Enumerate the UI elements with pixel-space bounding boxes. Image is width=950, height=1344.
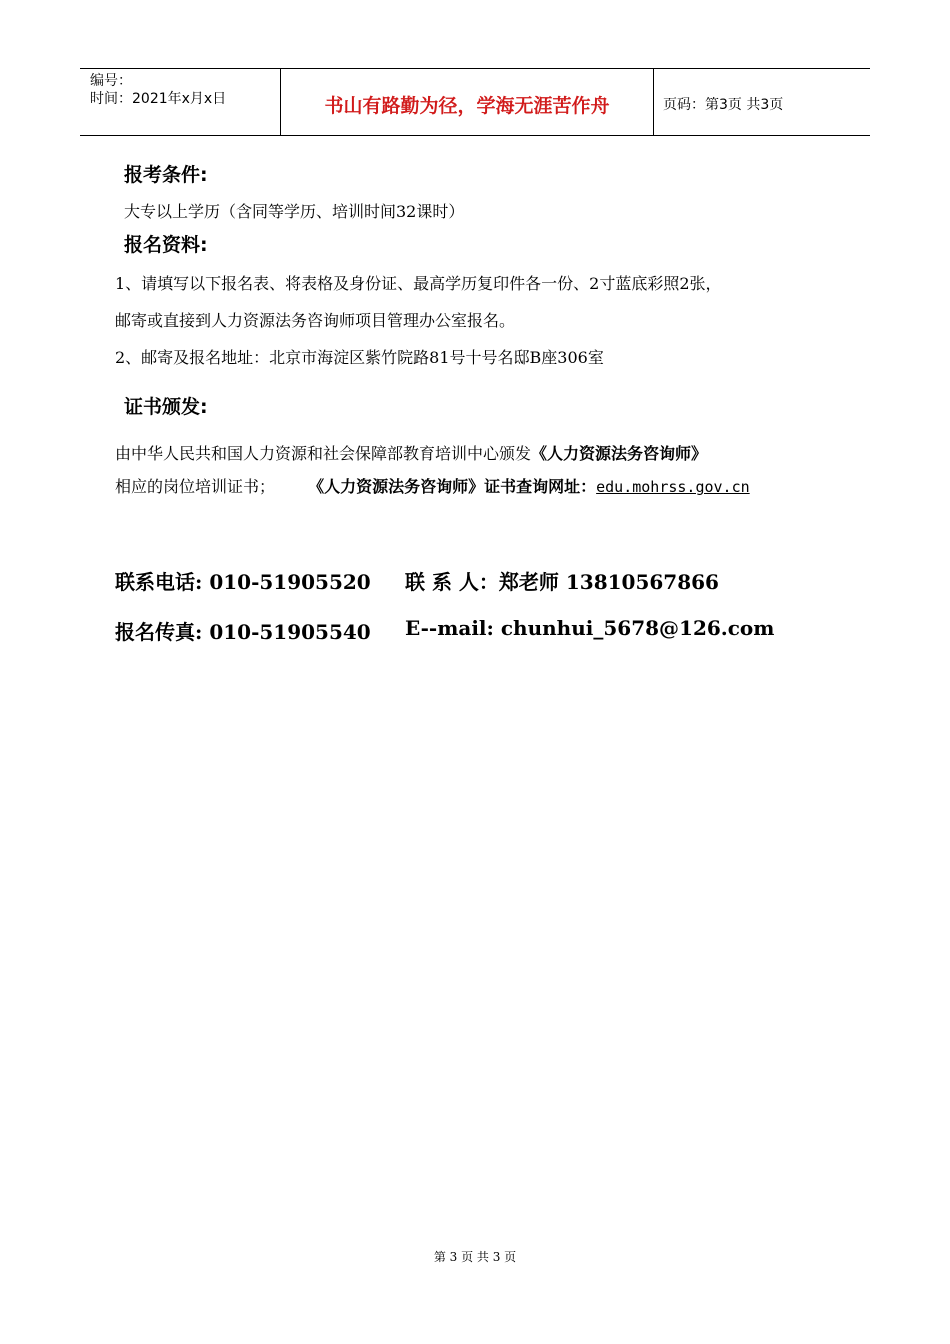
contact-fax: 报名传真: 010-51905540	[115, 620, 371, 644]
conditions-text: 大专以上学历（含同等学历、培训时间32课时）	[124, 202, 465, 221]
header-page-info: 页码：第3页 共3页	[663, 97, 784, 113]
document-number-label: 编号：	[90, 73, 132, 89]
materials-item1-line1: 1、请填写以下报名表、将表格及身份证、最高学历复印件各一份、2寸蓝底彩照2张，	[115, 274, 722, 293]
certificate-type-text: 相应的岗位培训证书；	[115, 477, 276, 496]
materials-item1-line2: 邮寄或直接到人力资源法务咨询师项目管理办公室报名。	[115, 311, 516, 330]
certificate-issuer-text: 由中华人民共和国人力资源和社会保障部教育培训中心颁发	[115, 444, 532, 463]
certificate-line2	[115, 474, 750, 497]
contact-phone: 联系电话: 010-51905520	[115, 570, 371, 594]
certificate-title: 《人力资源法务咨询师》	[531, 444, 708, 463]
page-header	[80, 68, 870, 136]
contact-person: 联 系 人：郑老师 13810567866	[405, 570, 719, 594]
page-footer: 第 3 页 共 3 页	[433, 1250, 517, 1264]
document-date: 时间：2021年x月x日	[90, 91, 227, 107]
materials-heading: 报名资料:	[124, 234, 208, 256]
certificate-line1	[115, 441, 707, 464]
certificate-query-url[interactable]: edu.mohrss.gov.cn	[596, 478, 750, 496]
header-meta-cell	[80, 69, 281, 135]
header-motto: 书山有路勤为径，学海无涯苦作舟	[281, 69, 654, 135]
contact-email[interactable]: E--mail: chunhui_5678@126.com	[405, 616, 775, 640]
certificate-query-label: 《人力资源法务咨询师》证书查询网址：	[308, 477, 597, 496]
conditions-heading: 报考条件:	[124, 164, 208, 186]
materials-item2-address: 2、邮寄及报名地址：北京市海淀区紫竹院路81号十号名邸B座306室	[115, 348, 604, 367]
certificate-heading: 证书颁发:	[124, 396, 208, 418]
